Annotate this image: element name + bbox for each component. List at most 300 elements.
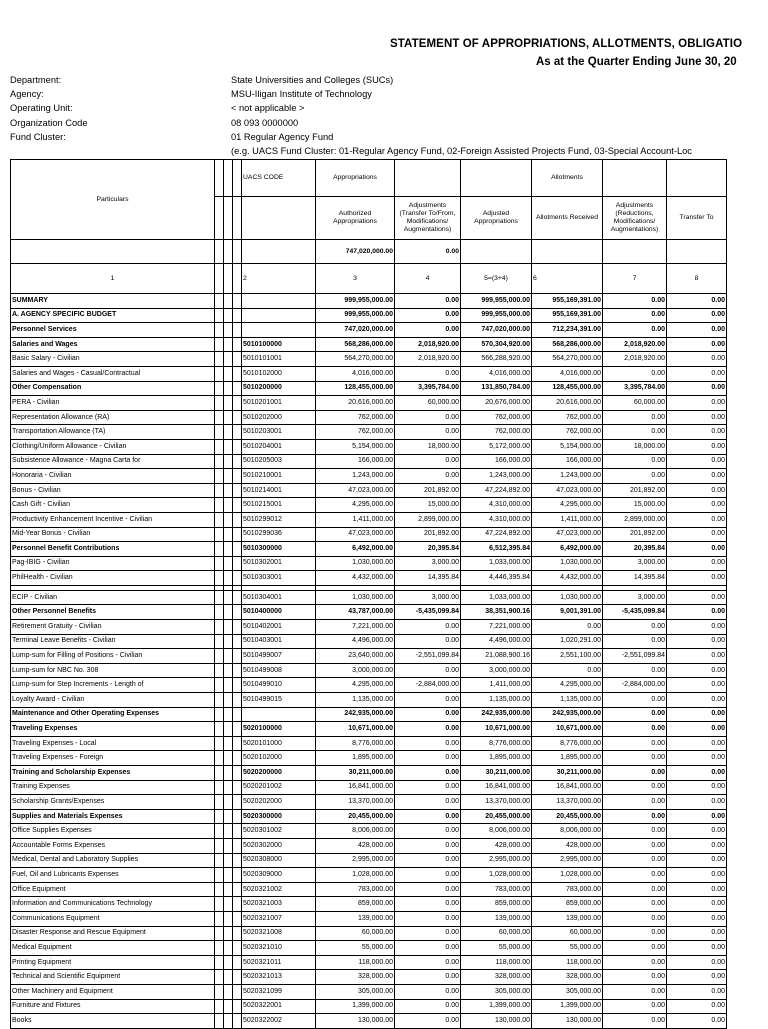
- row-adjusted: 38,351,900.16: [461, 605, 532, 620]
- row-adj-allotments: 0.00: [603, 926, 667, 941]
- row-allotments-received: 16,841,000.00: [532, 780, 603, 795]
- row-transfer-to: 0.00: [667, 498, 727, 513]
- row-adjusted: 4,016,000.00: [461, 366, 532, 381]
- row-transfer-to: 0.00: [667, 911, 727, 926]
- row-allotments-received: 60,000.00: [532, 926, 603, 941]
- row-adj-appropriations: 0.00: [395, 868, 461, 883]
- meta-value: 01 Regular Agency Fund: [231, 131, 334, 142]
- row-uacs-code: 5020302000: [242, 838, 316, 853]
- row-transfer-to: 0.00: [667, 766, 727, 781]
- row-particulars: Office Equipment: [11, 882, 215, 897]
- row-allotments-received: 712,234,391.00: [532, 323, 603, 338]
- row-allotments-received: 9,001,391.00: [532, 605, 603, 620]
- row-adj-appropriations: 0.00: [395, 294, 461, 309]
- row-adjusted: 305,000.00: [461, 984, 532, 999]
- row-uacs-code: [242, 308, 316, 323]
- table-row: [11, 751, 727, 766]
- table-row: [11, 396, 727, 411]
- row-adj-appropriations: 20,395.84: [395, 542, 461, 557]
- row-particulars: Accountable Forms Expenses: [11, 838, 215, 853]
- row-transfer-to: 0.00: [667, 809, 727, 824]
- row-uacs-code: 5020321007: [242, 911, 316, 926]
- row-uacs-code: 5010214001: [242, 483, 316, 498]
- row-adjusted: 999,955,000.00: [461, 308, 532, 323]
- row-transfer-to: 0.00: [667, 605, 727, 620]
- table-row: [11, 853, 727, 868]
- row-adj-appropriations: 0.00: [395, 722, 461, 737]
- row-allotments-received: 955,169,391.00: [532, 294, 603, 309]
- table-row: [11, 498, 727, 513]
- row-allotments-received: 8,776,000.00: [532, 736, 603, 751]
- row-allotments-received: 4,016,000.00: [532, 366, 603, 381]
- row-transfer-to: 0.00: [667, 469, 727, 484]
- row-adjusted: 1,411,000.00: [461, 678, 532, 693]
- row-allotments-received: 130,000.00: [532, 1014, 603, 1029]
- row-adj-allotments: 0.00: [603, 722, 667, 737]
- table-row: [11, 707, 727, 722]
- table-row: [11, 678, 727, 693]
- row-uacs-code: 5020321008: [242, 926, 316, 941]
- row-uacs-code: 5020200000: [242, 766, 316, 781]
- row-particulars: Representation Allowance (RA): [11, 410, 215, 425]
- row-adjusted: 30,211,000.00: [461, 766, 532, 781]
- row-authorized: 7,221,000.00: [316, 620, 395, 635]
- meta-label: Operating Unit:: [10, 103, 73, 114]
- table-row: [11, 926, 727, 941]
- row-particulars: Medical, Dental and Laboratory Supplies: [11, 853, 215, 868]
- row-particulars: Traveling Expenses - Foreign: [11, 751, 215, 766]
- row-adj-allotments: -5,435,099.84: [603, 605, 667, 620]
- row-transfer-to: 0.00: [667, 556, 727, 571]
- meta-label: Organization Code: [10, 117, 88, 128]
- row-adjusted: 762,000.00: [461, 425, 532, 440]
- report-title: STATEMENT OF APPROPRIATIONS, ALLOTMENTS, OBLIGATIO: [390, 38, 743, 50]
- row-allotments-received: 242,935,000.00: [532, 707, 603, 722]
- table-row: [11, 425, 727, 440]
- row-adjusted: 859,000.00: [461, 897, 532, 912]
- table-row: [11, 984, 727, 999]
- table-row: [11, 955, 727, 970]
- row-authorized: 4,295,000.00: [316, 678, 395, 693]
- row-particulars: SUMMARY: [11, 294, 215, 309]
- row-adj-appropriations: 14,395.84: [395, 571, 461, 586]
- row-authorized: 1,243,000.00: [316, 469, 395, 484]
- table-row: [11, 795, 727, 810]
- row-particulars: Transportation Allowance (TA): [11, 425, 215, 440]
- row-uacs-code: [242, 294, 316, 309]
- row-authorized: 428,000.00: [316, 838, 395, 853]
- table-row: [11, 556, 727, 571]
- table-row: [11, 410, 727, 425]
- row-adj-appropriations: 0.00: [395, 707, 461, 722]
- row-adj-appropriations: 0.00: [395, 425, 461, 440]
- row-transfer-to: 0.00: [667, 663, 727, 678]
- row-allotments-received: 1,411,000.00: [532, 512, 603, 527]
- row-adjusted: 47,224,892.00: [461, 483, 532, 498]
- table-row: [11, 366, 727, 381]
- row-authorized: 128,455,000.00: [316, 381, 395, 396]
- row-transfer-to: 0.00: [667, 941, 727, 956]
- table-row: [11, 838, 727, 853]
- row-authorized: 4,432,000.00: [316, 571, 395, 586]
- row-adj-appropriations: 0.00: [395, 736, 461, 751]
- row-particulars: Basic Salary - Civilian: [11, 352, 215, 367]
- row-adjusted: 1,033,000.00: [461, 590, 532, 605]
- row-adj-appropriations: 0.00: [395, 410, 461, 425]
- row-allotments-received: 762,000.00: [532, 410, 603, 425]
- row-allotments-received: 47,023,000.00: [532, 527, 603, 542]
- row-adjusted: 242,935,000.00: [461, 707, 532, 722]
- table-row: [11, 294, 727, 309]
- table-row: [11, 693, 727, 708]
- row-adj-allotments: 3,395,784.00: [603, 381, 667, 396]
- row-adj-appropriations: 3,395,784.00: [395, 381, 461, 396]
- row-allotments-received: 0.00: [532, 620, 603, 635]
- row-adjusted: 2,995,000.00: [461, 853, 532, 868]
- row-adj-allotments: 2,018,920.00: [603, 337, 667, 352]
- table-row: [11, 736, 727, 751]
- row-adjusted: 6,512,395.84: [461, 542, 532, 557]
- row-transfer-to: 0.00: [667, 620, 727, 635]
- row-allotments-received: 10,671,000.00: [532, 722, 603, 737]
- row-adj-allotments: 14,395.84: [603, 571, 667, 586]
- row-adj-allotments: 0.00: [603, 620, 667, 635]
- row-particulars: Other Machinery and Equipment: [11, 984, 215, 999]
- table-row: [11, 868, 727, 883]
- meta-value: < not applicable >: [231, 103, 305, 114]
- row-transfer-to: 0.00: [667, 955, 727, 970]
- row-adjusted: 3,000,000.00: [461, 663, 532, 678]
- row-particulars: Pag-IBIG - Civilian: [11, 556, 215, 571]
- row-adjusted: 428,000.00: [461, 838, 532, 853]
- row-uacs-code: 5010300000: [242, 542, 316, 557]
- row-allotments-received: 859,000.00: [532, 897, 603, 912]
- row-authorized: 1,399,000.00: [316, 999, 395, 1014]
- row-adjusted: 20,676,000.00: [461, 396, 532, 411]
- row-particulars: Other Personnel Benefits: [11, 605, 215, 620]
- row-adjusted: 999,955,000.00: [461, 294, 532, 309]
- row-adj-appropriations: 2,018,920.00: [395, 352, 461, 367]
- row-adj-allotments: -2,551,099.84: [603, 649, 667, 664]
- row-uacs-code: 5020201002: [242, 780, 316, 795]
- row-particulars: Fuel, Oil and Lubricants Expenses: [11, 868, 215, 883]
- table-row: [11, 882, 727, 897]
- row-particulars: Traveling Expenses: [11, 722, 215, 737]
- meta-label: Department:: [10, 75, 62, 85]
- row-allotments-received: 118,000.00: [532, 955, 603, 970]
- row-transfer-to: 0.00: [667, 512, 727, 527]
- row-uacs-code: 5010499007: [242, 649, 316, 664]
- table-row: [11, 469, 727, 484]
- row-adj-appropriations: 15,000.00: [395, 498, 461, 513]
- row-uacs-code: 5020301002: [242, 824, 316, 839]
- col-num-7: 7: [603, 264, 667, 294]
- row-adj-appropriations: 0.00: [395, 663, 461, 678]
- row-adjusted: 10,671,000.00: [461, 722, 532, 737]
- table-row: [11, 722, 727, 737]
- table-row: [11, 483, 727, 498]
- meta-label: Fund Cluster:: [10, 131, 66, 142]
- row-adjusted: 1,243,000.00: [461, 469, 532, 484]
- row-allotments-received: 1,895,000.00: [532, 751, 603, 766]
- row-adj-allotments: 201,892.00: [603, 527, 667, 542]
- row-allotments-received: 128,455,000.00: [532, 381, 603, 396]
- meta-value: MSU-Iligan Institute of Technology: [231, 89, 372, 100]
- table-row: [11, 941, 727, 956]
- row-adjusted: 16,841,000.00: [461, 780, 532, 795]
- row-allotments-received: 1,020,291.00: [532, 634, 603, 649]
- row-uacs-code: 5010205003: [242, 454, 316, 469]
- row-adjusted: 747,020,000.00: [461, 323, 532, 338]
- row-adj-appropriations: 0.00: [395, 308, 461, 323]
- row-transfer-to: 0.00: [667, 984, 727, 999]
- row-uacs-code: 5010299012: [242, 512, 316, 527]
- row-adj-allotments: 0.00: [603, 984, 667, 999]
- row-authorized: 783,000.00: [316, 882, 395, 897]
- header-appropriations: Appropriations: [316, 160, 395, 197]
- row-particulars: Traveling Expenses - Local: [11, 736, 215, 751]
- row-adj-appropriations: 0.00: [395, 795, 461, 810]
- row-adj-allotments: 2,018,920.00: [603, 352, 667, 367]
- row-adj-allotments: 0.00: [603, 736, 667, 751]
- table-row: [11, 512, 727, 527]
- row-uacs-code: 5010100000: [242, 337, 316, 352]
- row-allotments-received: 1,030,000.00: [532, 590, 603, 605]
- row-uacs-code: 5010304001: [242, 590, 316, 605]
- row-adj-allotments: 0.00: [603, 897, 667, 912]
- row-particulars: Other Compensation: [11, 381, 215, 396]
- row-allotments-received: 328,000.00: [532, 970, 603, 985]
- row-adjusted: 8,006,000.00: [461, 824, 532, 839]
- row-uacs-code: 5020101000: [242, 736, 316, 751]
- row-particulars: Salaries and Wages - Casual/Contractual: [11, 366, 215, 381]
- row-transfer-to: 0.00: [667, 838, 727, 853]
- row-particulars: A. AGENCY SPECIFIC BUDGET: [11, 308, 215, 323]
- row-adj-allotments: 0.00: [603, 809, 667, 824]
- table-row: [11, 663, 727, 678]
- row-particulars: Disaster Response and Rescue Equipment: [11, 926, 215, 941]
- row-particulars: Personnel Benefit Contributions: [11, 542, 215, 557]
- row-particulars: Loyalty Award - Civilian: [11, 693, 215, 708]
- row-uacs-code: 5020102000: [242, 751, 316, 766]
- row-allotments-received: 762,000.00: [532, 425, 603, 440]
- row-adj-appropriations: 0.00: [395, 634, 461, 649]
- row-adjusted: 783,000.00: [461, 882, 532, 897]
- header-row-groups: [11, 160, 727, 197]
- row-adj-appropriations: 2,018,920.00: [395, 337, 461, 352]
- row-adj-allotments: 0.00: [603, 693, 667, 708]
- row-adjusted: 570,304,920.00: [461, 337, 532, 352]
- row-adj-appropriations: 0.00: [395, 693, 461, 708]
- header-adjusted: Adjusted Appropriations: [461, 197, 532, 240]
- row-transfer-to: 0.00: [667, 590, 727, 605]
- header-allotments: Allotments: [532, 160, 603, 197]
- row-transfer-to: 0.00: [667, 693, 727, 708]
- col-num-4: 4: [395, 264, 461, 294]
- row-adj-appropriations: 0.00: [395, 1014, 461, 1029]
- table-row: [11, 605, 727, 620]
- row-allotments-received: 8,006,000.00: [532, 824, 603, 839]
- header-uacs: UACS CODE: [242, 160, 316, 197]
- row-authorized: 47,023,000.00: [316, 527, 395, 542]
- row-adj-appropriations: 0.00: [395, 897, 461, 912]
- row-authorized: 999,955,000.00: [316, 294, 395, 309]
- row-particulars: Furniture and Fixtures: [11, 999, 215, 1014]
- row-authorized: 4,016,000.00: [316, 366, 395, 381]
- row-adj-allotments: 0.00: [603, 634, 667, 649]
- row-adj-allotments: 0.00: [603, 838, 667, 853]
- total-adj: 0.00: [395, 240, 461, 264]
- row-uacs-code: 5020321011: [242, 955, 316, 970]
- row-particulars: ECIP - Civilian: [11, 590, 215, 605]
- row-allotments-received: 47,023,000.00: [532, 483, 603, 498]
- row-authorized: 1,135,000.00: [316, 693, 395, 708]
- table-row: [11, 590, 727, 605]
- table-row: [11, 381, 727, 396]
- row-uacs-code: [242, 323, 316, 338]
- header-row-numbers: [11, 264, 727, 294]
- row-uacs-code: 5010201001: [242, 396, 316, 411]
- row-adj-allotments: 0.00: [603, 1014, 667, 1029]
- row-adj-appropriations: 60,000.00: [395, 396, 461, 411]
- table-row: [11, 323, 727, 338]
- table-row: [11, 970, 727, 985]
- row-adjusted: 1,028,000.00: [461, 868, 532, 883]
- meta-value: (e.g. UACS Fund Cluster: 01-Regular Agency Fund, 02-Foreign Assisted Projects Fund, 03-Special Account-Loc: [231, 145, 692, 156]
- row-adjusted: 1,399,000.00: [461, 999, 532, 1014]
- row-uacs-code: 5010403001: [242, 634, 316, 649]
- header-adj-allot: Adjustments (Reductions, Modifications/ Augmentations): [603, 197, 667, 240]
- col-num-8: 8: [667, 264, 727, 294]
- row-adjusted: 21,088,900.16: [461, 649, 532, 664]
- row-allotments-received: 955,169,391.00: [532, 308, 603, 323]
- row-authorized: 859,000.00: [316, 897, 395, 912]
- row-adj-allotments: 60,000.00: [603, 396, 667, 411]
- row-particulars: Personnel Services: [11, 323, 215, 338]
- header-particulars: Particulars: [11, 160, 215, 240]
- row-uacs-code: 5010302001: [242, 556, 316, 571]
- row-authorized: 242,935,000.00: [316, 707, 395, 722]
- row-authorized: 2,995,000.00: [316, 853, 395, 868]
- row-adj-appropriations: 0.00: [395, 838, 461, 853]
- table-row: [11, 352, 727, 367]
- row-uacs-code: 5010102000: [242, 366, 316, 381]
- row-adj-appropriations: 0.00: [395, 926, 461, 941]
- row-adj-appropriations: -5,435,099.84: [395, 605, 461, 620]
- row-authorized: 118,000.00: [316, 955, 395, 970]
- row-uacs-code: 5010499008: [242, 663, 316, 678]
- row-adj-allotments: 0.00: [603, 751, 667, 766]
- row-adjusted: 8,776,000.00: [461, 736, 532, 751]
- row-uacs-code: 5010101001: [242, 352, 316, 367]
- row-uacs-code: 5010499015: [242, 693, 316, 708]
- row-authorized: 305,000.00: [316, 984, 395, 999]
- row-adj-allotments: 0.00: [603, 955, 667, 970]
- row-adjusted: 20,455,000.00: [461, 809, 532, 824]
- col-num-2: 2: [242, 264, 316, 294]
- row-adj-appropriations: 201,892.00: [395, 483, 461, 498]
- row-transfer-to: 0.00: [667, 454, 727, 469]
- row-adjusted: 1,033,000.00: [461, 556, 532, 571]
- row-adj-appropriations: 0.00: [395, 984, 461, 999]
- row-uacs-code: 5010210001: [242, 469, 316, 484]
- row-adj-allotments: 0.00: [603, 469, 667, 484]
- row-adjusted: 55,000.00: [461, 941, 532, 956]
- row-adj-appropriations: 18,000.00: [395, 439, 461, 454]
- row-adj-allotments: 0.00: [603, 323, 667, 338]
- row-particulars: Communications Equipment: [11, 911, 215, 926]
- row-transfer-to: 0.00: [667, 439, 727, 454]
- row-authorized: 47,023,000.00: [316, 483, 395, 498]
- row-adjusted: 60,000.00: [461, 926, 532, 941]
- row-adj-allotments: 0.00: [603, 824, 667, 839]
- row-particulars: Supplies and Materials Expenses: [11, 809, 215, 824]
- row-authorized: 999,955,000.00: [316, 308, 395, 323]
- row-particulars: PhilHealth - Civilian: [11, 571, 215, 586]
- row-transfer-to: 0.00: [667, 381, 727, 396]
- row-transfer-to: 0.00: [667, 366, 727, 381]
- row-authorized: 564,270,000.00: [316, 352, 395, 367]
- row-adj-allotments: -2,884,000.00: [603, 678, 667, 693]
- row-adjusted: 131,850,784.00: [461, 381, 532, 396]
- row-authorized: 10,671,000.00: [316, 722, 395, 737]
- row-uacs-code: 5020300000: [242, 809, 316, 824]
- row-uacs-code: 5010299036: [242, 527, 316, 542]
- row-transfer-to: 0.00: [667, 308, 727, 323]
- row-allotments-received: 139,000.00: [532, 911, 603, 926]
- row-adjusted: 4,446,395.84: [461, 571, 532, 586]
- row-adj-allotments: 0.00: [603, 294, 667, 309]
- header-adj-app: Adjustments (Transfer To/From, Modifications/ Augmentations): [395, 197, 461, 240]
- row-adjusted: 566,288,920.00: [461, 352, 532, 367]
- row-adj-allotments: 3,000.00: [603, 556, 667, 571]
- row-adjusted: 4,496,000.00: [461, 634, 532, 649]
- row-adjusted: 118,000.00: [461, 955, 532, 970]
- row-uacs-code: 5010204001: [242, 439, 316, 454]
- row-authorized: 16,841,000.00: [316, 780, 395, 795]
- header-transfer-to: Transfer To: [667, 197, 727, 240]
- row-particulars: Productivity Enhancement Incentive - Civilian: [11, 512, 215, 527]
- row-adj-allotments: 20,395.84: [603, 542, 667, 557]
- header-authorized: Authorized Appropriations: [316, 197, 395, 240]
- col-num-6: 6: [532, 264, 603, 294]
- row-authorized: 1,030,000.00: [316, 590, 395, 605]
- row-adj-appropriations: -2,551,099.84: [395, 649, 461, 664]
- row-adj-appropriations: 0.00: [395, 970, 461, 985]
- row-adj-appropriations: 0.00: [395, 882, 461, 897]
- row-adj-allotments: 0.00: [603, 882, 667, 897]
- col-num-5: 5=(3+4): [461, 264, 532, 294]
- row-authorized: 762,000.00: [316, 425, 395, 440]
- row-adj-allotments: 18,000.00: [603, 439, 667, 454]
- row-transfer-to: 0.00: [667, 483, 727, 498]
- row-adj-allotments: 15,000.00: [603, 498, 667, 513]
- row-uacs-code: 5020100000: [242, 722, 316, 737]
- row-allotments-received: 564,270,000.00: [532, 352, 603, 367]
- row-allotments-received: 30,211,000.00: [532, 766, 603, 781]
- row-allotments-received: 428,000.00: [532, 838, 603, 853]
- row-transfer-to: 0.00: [667, 722, 727, 737]
- row-allotments-received: 2,551,100.00: [532, 649, 603, 664]
- row-authorized: 8,776,000.00: [316, 736, 395, 751]
- row-allotments-received: 0.00: [532, 663, 603, 678]
- row-adj-allotments: 0.00: [603, 766, 667, 781]
- row-adj-allotments: 0.00: [603, 366, 667, 381]
- row-particulars: Salaries and Wages: [11, 337, 215, 352]
- table-row: [11, 527, 727, 542]
- row-uacs-code: 5020321003: [242, 897, 316, 912]
- row-particulars: Technical and Scientific Equipment: [11, 970, 215, 985]
